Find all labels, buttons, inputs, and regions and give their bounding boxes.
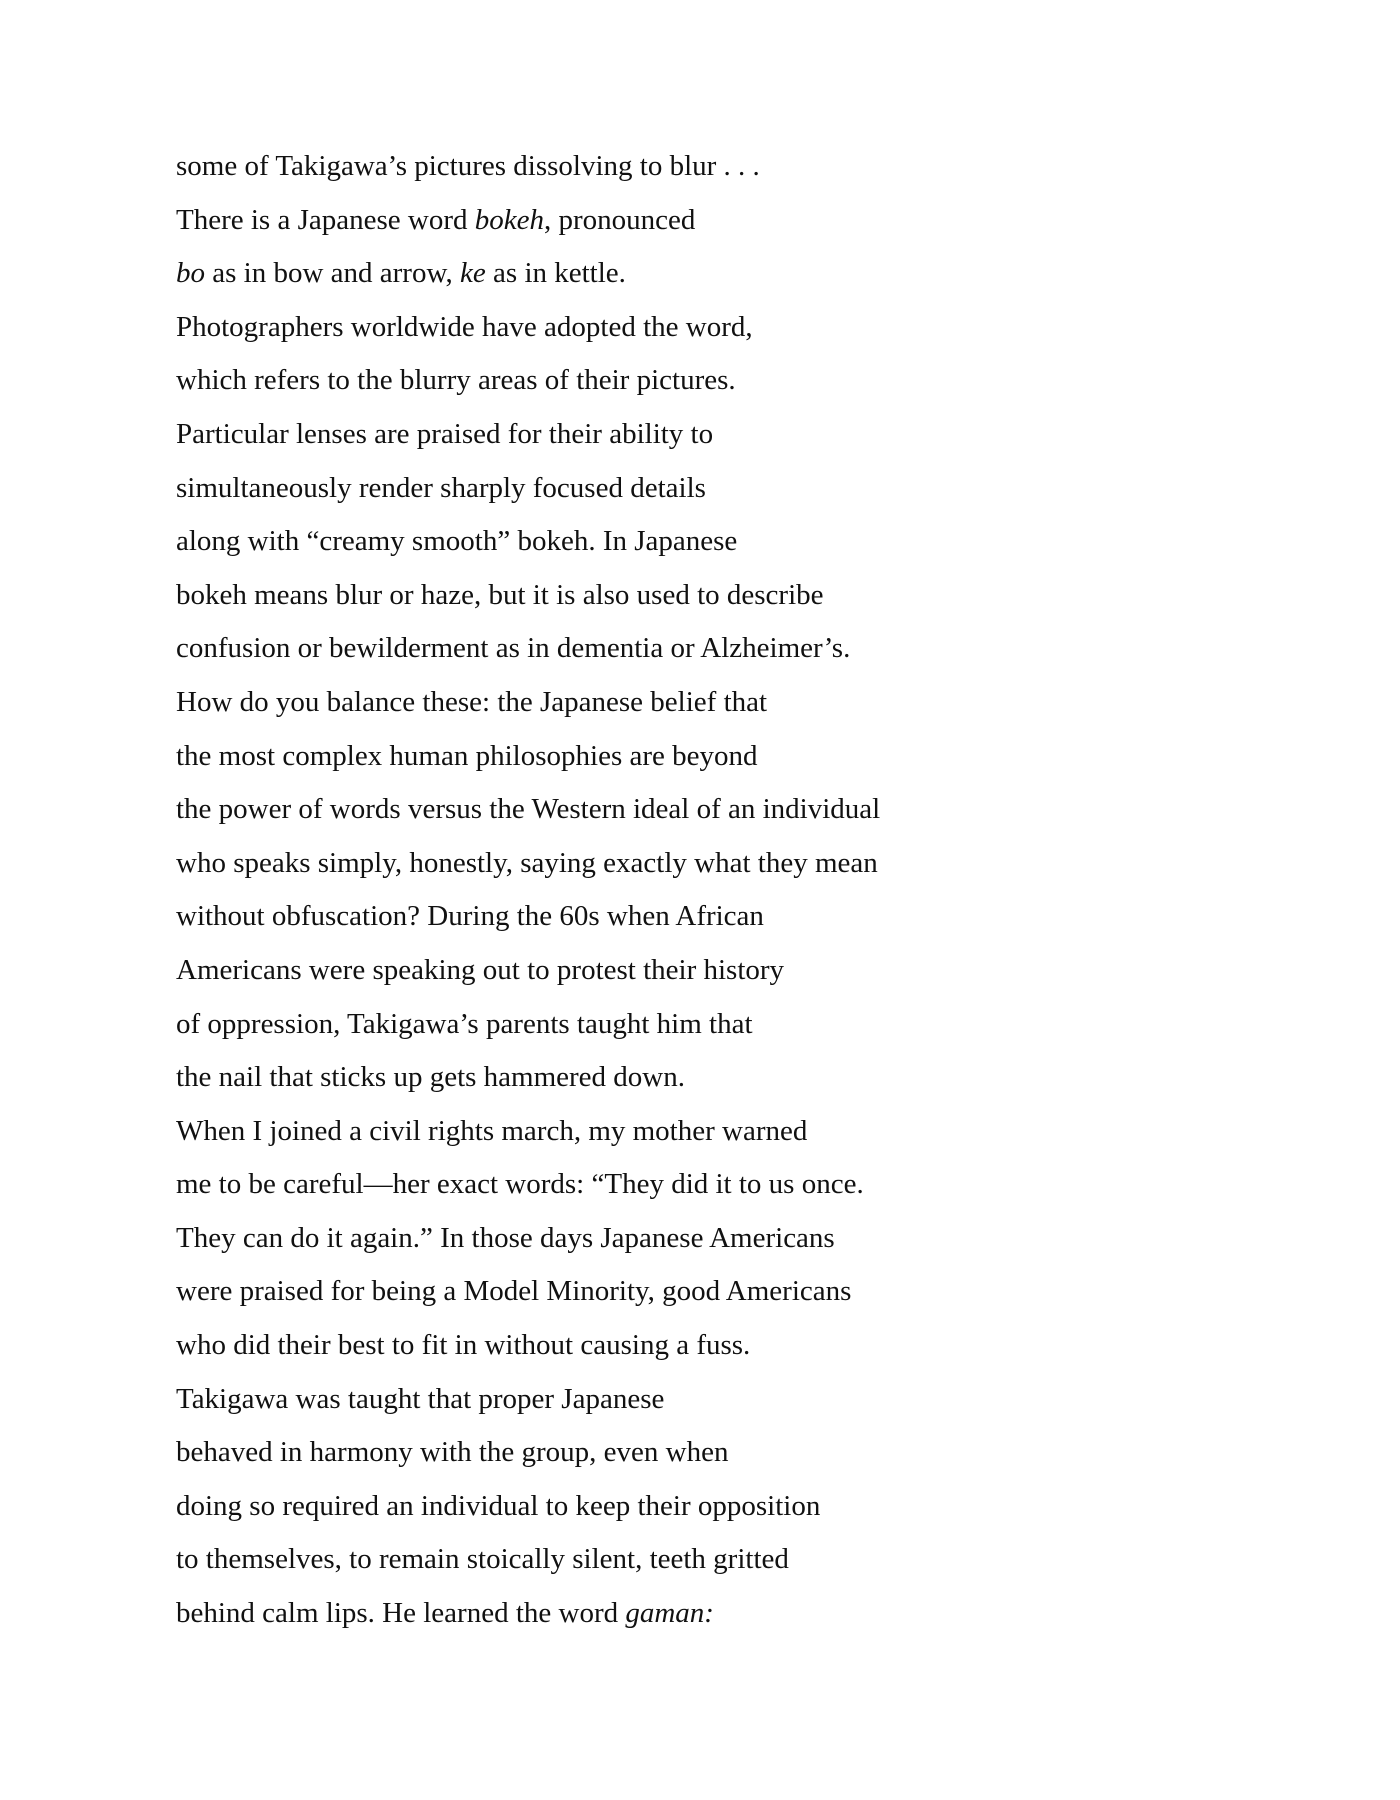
poem-line — [176, 408, 1276, 462]
poem-line — [176, 354, 1276, 408]
line-text: without obfuscation? During the 60s when African — [176, 900, 764, 933]
italic-word: gaman: — [625, 1597, 714, 1630]
line-text: some of Takigawa’s pictures dissolving to blur . . . — [176, 150, 760, 182]
line-text: who did their best to fit in without causing a fuss. — [176, 1329, 751, 1362]
line-text: behind calm lips. He learned the word — [176, 1597, 626, 1630]
poem-line — [176, 462, 1276, 516]
line-text: There is a Japanese word — [176, 203, 475, 236]
italic-word: ke — [460, 257, 486, 290]
line-text: behaved in harmony with the group, even when — [176, 1436, 729, 1469]
line-text: doing so required an individual to keep their opposition — [176, 1489, 821, 1522]
poem-line — [176, 194, 1276, 248]
line-text: bokeh means blur or haze, but it is also used to describe — [176, 578, 824, 611]
poem-line — [176, 783, 1276, 837]
line-text: along with “creamy smooth” bokeh. In Japanese — [176, 525, 738, 558]
line-text: Photographers worldwide have adopted the word, — [176, 310, 753, 343]
poem-line — [176, 1480, 1276, 1534]
line-text: which refers to the blurry areas of their pictures. — [176, 364, 736, 397]
line-text: How do you balance these: the Japanese belief that — [176, 685, 768, 718]
line-text: simultaneously render sharply focused details — [176, 471, 706, 504]
line-text: to themselves, to remain stoically silent, teeth gritted — [176, 1543, 789, 1576]
poem-line — [176, 569, 1276, 623]
poem-line — [176, 1319, 1276, 1373]
line-text: Americans were speaking out to protest their history — [176, 953, 785, 986]
poem-line — [176, 1158, 1276, 1212]
line-text: , pronounced — [544, 203, 696, 236]
poem-line — [176, 1373, 1276, 1427]
poem-line — [176, 247, 1276, 301]
poem-line — [176, 140, 1276, 194]
italic-word: bo — [176, 257, 205, 290]
line-text: as in kettle. — [485, 257, 626, 290]
poem-text-block — [176, 140, 1276, 1641]
poem-line — [176, 515, 1276, 569]
poem-line — [176, 622, 1276, 676]
poem-line — [176, 1265, 1276, 1319]
line-text: me to be careful—her exact words: “They did it to us once. — [176, 1168, 864, 1201]
line-text: the most complex human philosophies are beyond — [176, 739, 758, 772]
poem-line — [176, 1587, 1276, 1641]
poem-line — [176, 944, 1276, 998]
line-text: Particular lenses are praised for their ability to — [176, 417, 714, 450]
line-text: were praised for being a Model Minority, good Americans — [176, 1275, 852, 1308]
line-text: When I joined a civil rights march, my mother warned — [176, 1114, 808, 1147]
line-text: who speaks simply, honestly, saying exactly what they mean — [176, 846, 878, 879]
line-text: as in bow and arrow, — [205, 257, 461, 290]
line-text: the power of words versus the Western ideal of an individual — [176, 793, 881, 826]
poem-line — [176, 676, 1276, 730]
poem-line — [176, 837, 1276, 891]
italic-word: bokeh — [474, 203, 544, 236]
poem-line — [176, 1105, 1276, 1159]
poem-line — [176, 998, 1276, 1052]
poem-line — [176, 1212, 1276, 1266]
poem-line — [176, 730, 1276, 784]
poem-line — [176, 1533, 1276, 1587]
poem-line — [176, 1426, 1276, 1480]
poem-line — [176, 301, 1276, 355]
poem-line — [176, 890, 1276, 944]
line-text: of oppression, Takigawa’s parents taught him that — [176, 1007, 753, 1040]
poem-line — [176, 1051, 1276, 1105]
line-text: They can do it again.” In those days Japanese Americans — [176, 1221, 835, 1254]
line-text: the nail that sticks up gets hammered down. — [176, 1061, 686, 1094]
line-text: confusion or bewilderment as in dementia or Alzheimer’s. — [176, 632, 851, 665]
line-text: Takigawa was taught that proper Japanese — [176, 1382, 665, 1415]
